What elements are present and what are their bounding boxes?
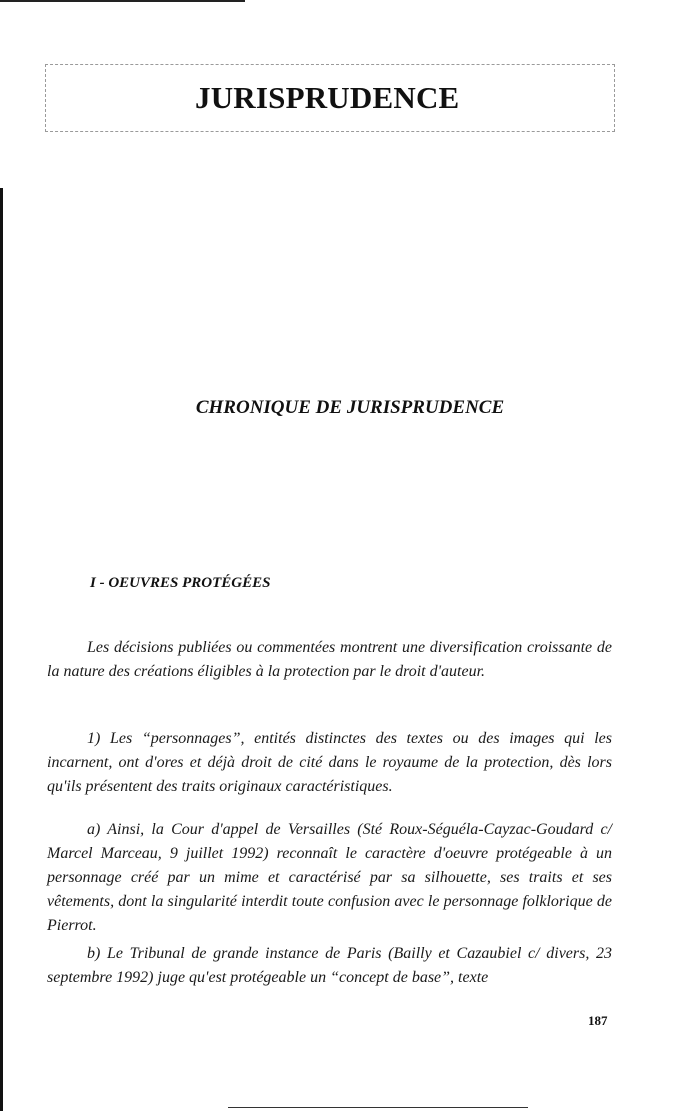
- paragraph-versailles-case: a) Ainsi, la Cour d'appel de Versailles (Sté Roux-Séguéla-Cayzac-Goudard c/ Marcel Marceau, 9 juillet 1992) reconnaît le caractère d'oeuvre protégeable à un personnage créé par un mime et caractérisé par sa silhouette, ses traits et ses vêtements, dont la singularité interdit toute confusion avec le personnage folklorique de Pierrot.: [47, 821, 612, 934]
- running-header-title: JURISPRUDENCE: [195, 80, 460, 115]
- paragraph-characters: 1) Les “personnages”, entités distinctes des textes ou des images qui les incarnent, ont d'ores et déjà droit de cité dans le royaume de la protection, dès lors qu'ils présentent des traits originaux caractéristiques.: [47, 730, 612, 795]
- paragraph-paris-case: b) Le Tribunal de grande instance de Paris (Bailly et Cazaubiel c/ divers, 23 septembre 1992) juge qu'est protégeable un “concept de base”, texte: [47, 945, 612, 986]
- scan-bottom-edge-line: [228, 1107, 528, 1108]
- page-number: 187: [588, 1013, 608, 1028]
- part-heading: I - OEUVRES PROTÉGÉES: [90, 575, 271, 591]
- scan-top-edge-line: [0, 0, 245, 2]
- chronicle-title: CHRONIQUE DE JURISPRUDENCE: [195, 397, 505, 418]
- scan-left-edge-shadow: [0, 188, 3, 1111]
- paragraph-intro: Les décisions publiées ou commentées montrent une diversification croissante de la nature des créations éligibles à la protection par le droit d'auteur.: [47, 639, 612, 680]
